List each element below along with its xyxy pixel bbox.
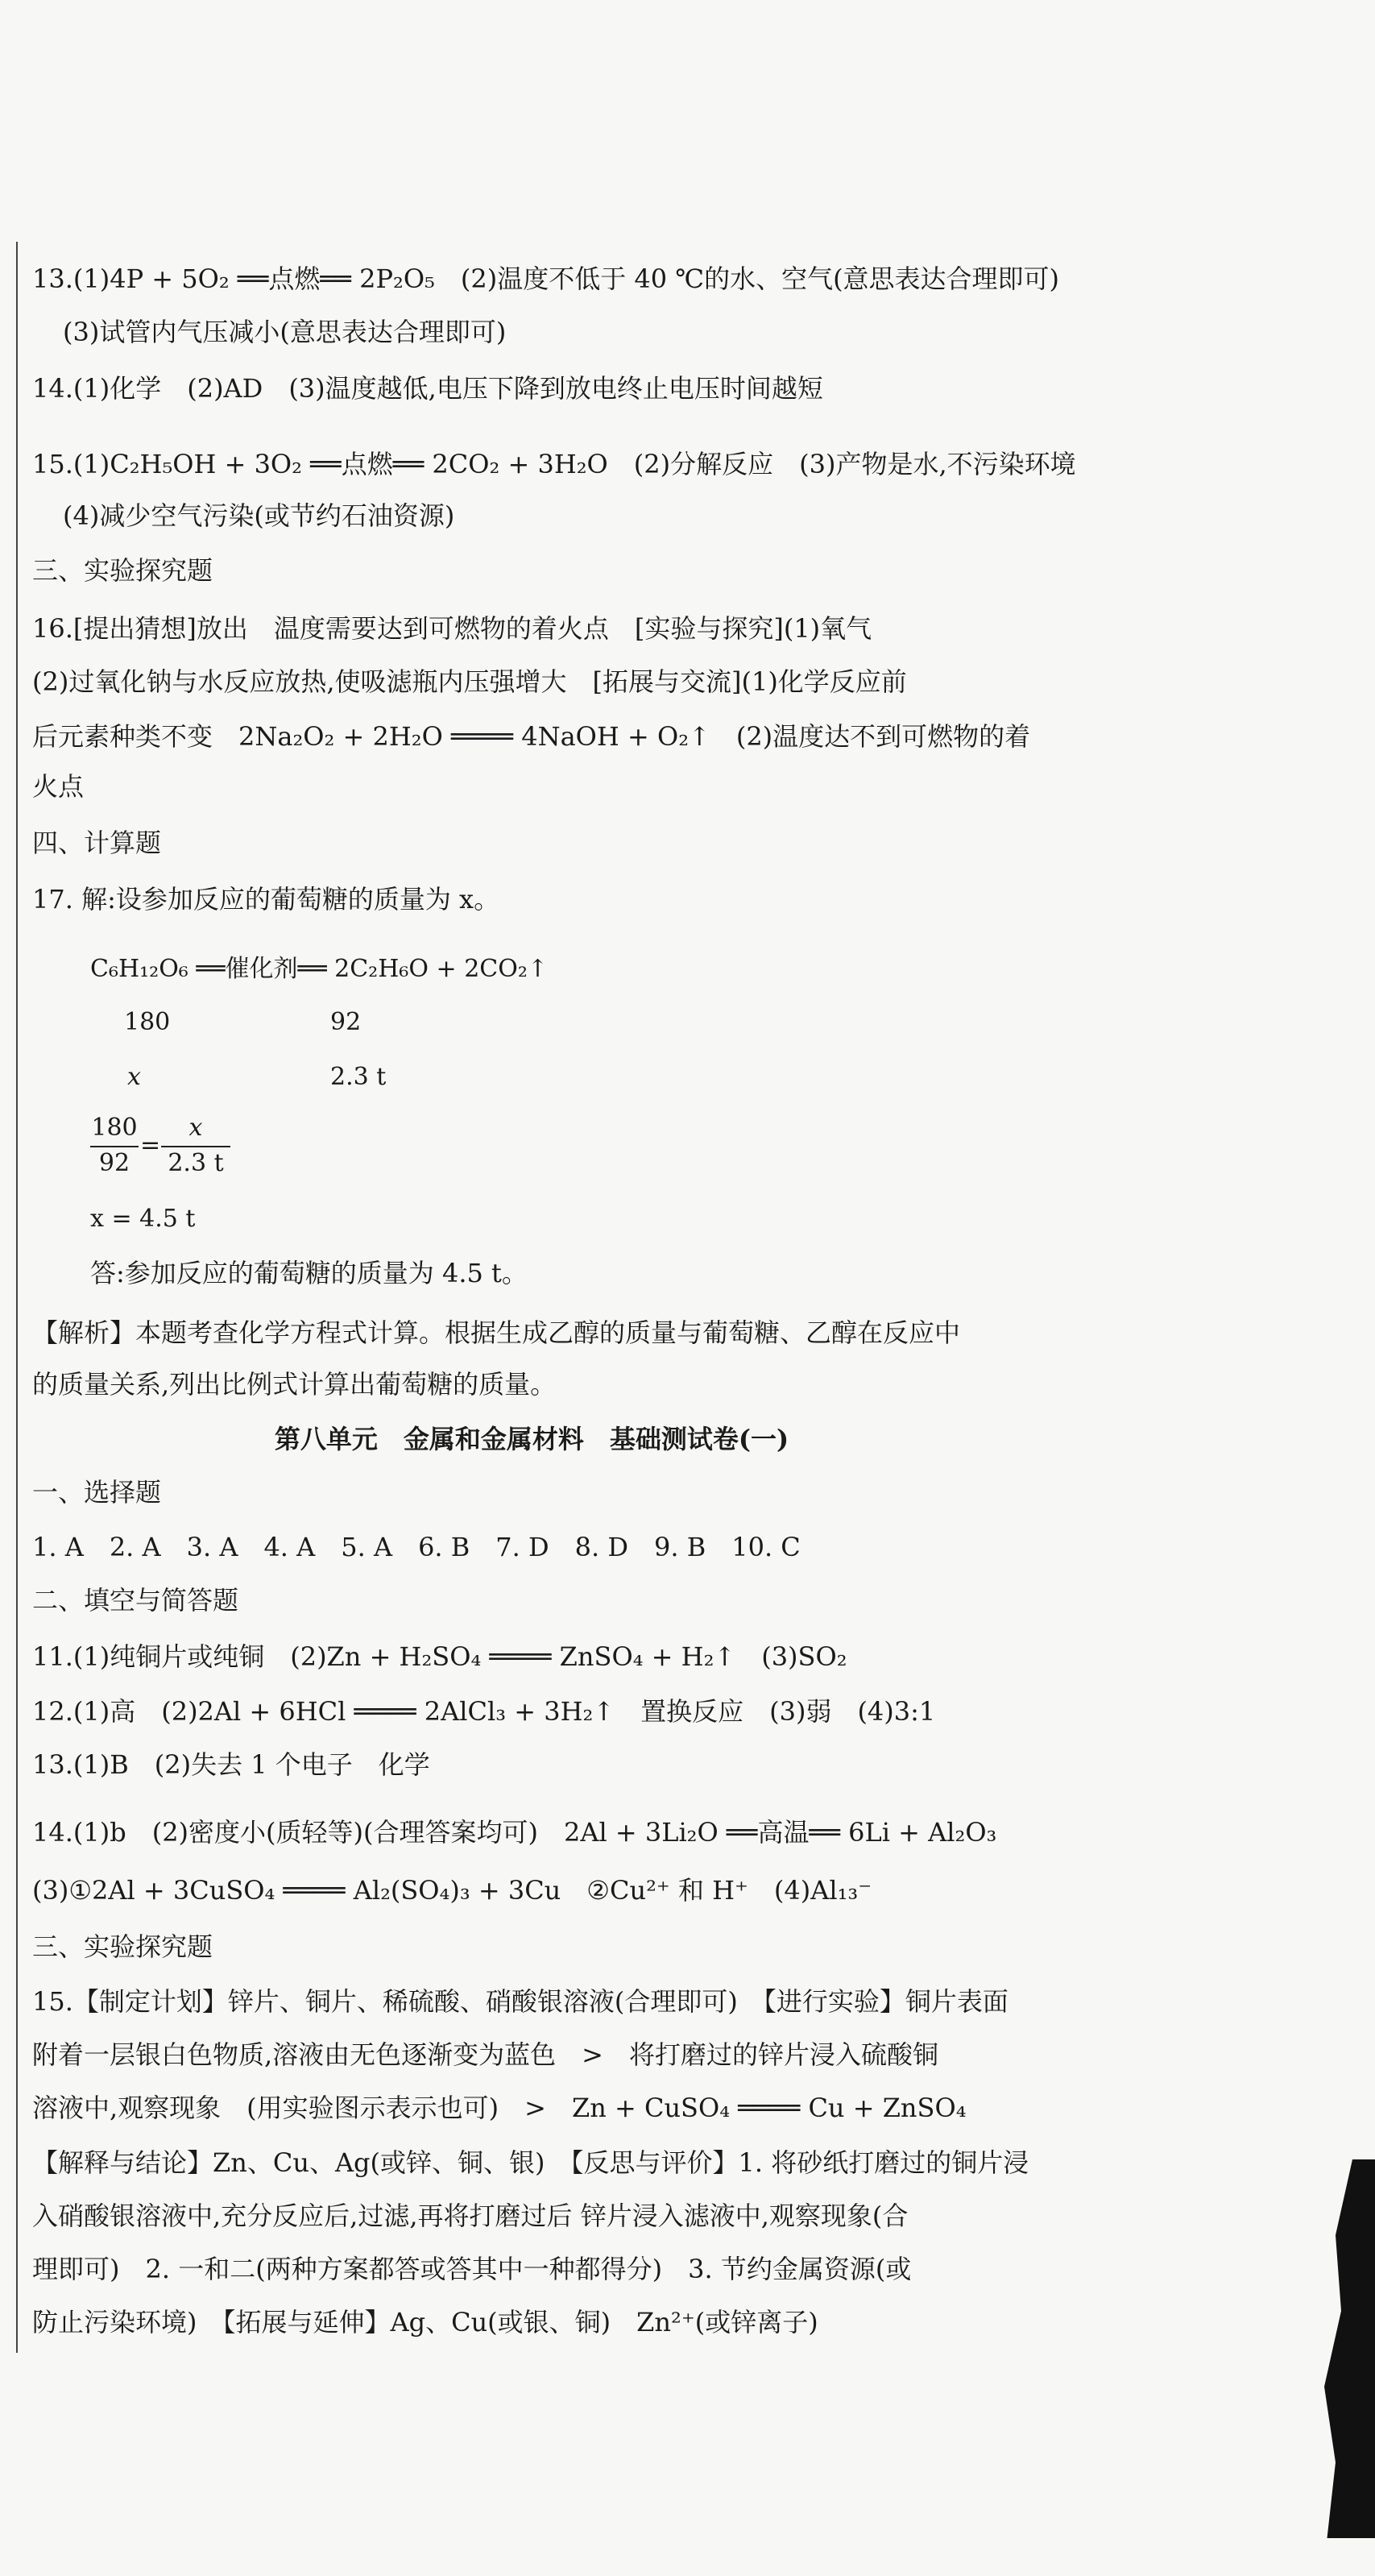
answer-12: 12.(1)高 (2)2Al + 6HCl ════ 2AlCl₃ + 3H₂↑ 置换反应 (3)弱 (4)3:1 [32,1696,936,1727]
section-experiment-2: 三、实验探究题 [32,1931,213,1962]
answer-16-line2: (2)过氧化钠与水反应放热,使吸滤瓶内压强增大 [拓展与交流](1)化学反应前 [32,666,907,697]
frac2-bar [161,1146,230,1147]
answer-15b-line7: 防止污染环境) 【拓展与延伸】Ag、Cu(或银、铜) Zn²⁺(或锌离子) [32,2307,818,2337]
answer-15-line1: 15.(1)C₂H₅OH + 3O₂ ══点燃══ 2CO₂ + 3H₂O (2)分解反应 (3)产物是水,不污染环境 [32,449,1076,479]
section-fill: 二、填空与简答题 [32,1585,239,1616]
frac1-bar [90,1146,139,1147]
calc-unknown-right: 2.3 t [330,1063,387,1091]
calc-mass-right: 92 [330,1008,362,1036]
answer-15b-line1: 15.【制定计划】锌片、铜片、稀硫酸、硝酸银溶液(合理即可) 【进行实验】铜片表面 [32,1986,1008,2017]
frac-equals: = [140,1131,161,1159]
calc-unknown-left: x [127,1063,141,1091]
answer-13-line2: (3)试管内气压减小(意思表达合理即可) [63,317,507,347]
answer-16-line3: 后元素种类不变 2Na₂O₂ + 2H₂O ════ 4NaOH + O₂↑ (2)温度达不到可燃物的着 [32,721,1031,752]
margin-rule [16,242,18,2353]
answer-15b-line4: 【解释与结论】Zn、Cu、Ag(或锌、铜、银) 【反思与评价】1. 将砂纸打磨过的铜片浸 [32,2147,1029,2178]
answer-11: 11.(1)纯铜片或纯铜 (2)Zn + H₂SO₄ ════ ZnSO₄ + H₂↑ (3)SO₂ [32,1641,847,1672]
section-experiment: 三、实验探究题 [32,555,213,586]
answer-17-conclusion: 答:参加反应的葡萄糖的质量为 4.5 t。 [90,1258,528,1288]
analysis-line2: 的质量关系,列出比例式计算出葡萄糖的质量。 [32,1369,557,1400]
calc-equation: C₆H₁₂O₆ ══催化剂══ 2C₂H₆O + 2CO₂↑ [90,955,548,983]
answer-14b-line1: 14.(1)b (2)密度小(质轻等)(合理答案均可) 2Al + 3Li₂O ══高温══ 6Li + Al₂O₃ [32,1817,997,1848]
frac2-numerator: x [188,1114,203,1142]
calc-result: x = 4.5 t [90,1205,196,1233]
answer-17-intro: 17. 解:设参加反应的葡萄糖的质量为 x。 [32,884,500,915]
answer-13-line1: 13.(1)4P + 5O₂ ══点燃══ 2P₂O₅ (2)温度不低于 40 ℃的水、空气(意思表达合理即可) [32,263,1060,294]
frac1-numerator: 180 [91,1114,138,1142]
answer-16-line1: 16.[提出猜想]放出 温度需要达到可燃物的着火点 [实验与探究](1)氧气 [32,613,872,644]
calc-mass-left: 180 [124,1008,171,1036]
frac2-denominator: 2.3 t [168,1149,224,1177]
answer-15b-line5: 入硝酸银溶液中,充分反应后,过滤,再将打磨过后 锌片浸入滤液中,观察现象(合 [32,2201,909,2231]
answer-15b-line6: 理即可) 2. 一和二(两种方案都答或答其中一种都得分) 3. 节约金属资源(或 [32,2254,912,2284]
answer-16-line4: 火点 [32,771,85,802]
section-calculation: 四、计算题 [32,828,162,858]
scan-edge-shadow [1319,2159,1375,2538]
answer-13b: 13.(1)B (2)失去 1 个电子 化学 [32,1749,430,1780]
answer-14b-line2: (3)①2Al + 3CuSO₄ ════ Al₂(SO₄)₃ + 3Cu ②Cu²⁺ 和 H⁺ (4)Al₁₃⁻ [32,1875,872,1906]
answer-15b-line2: 附着一层银白色物质,溶液由无色逐渐变为蓝色 > 将打磨过的锌片浸入硫酸铜 [32,2039,938,2070]
section-choice: 一、选择题 [32,1477,162,1508]
answer-14: 14.(1)化学 (2)AD (3)温度越低,电压下降到放电终止电压时间越短 [32,373,823,404]
frac1-denominator: 92 [98,1149,130,1177]
answer-15b-line3: 溶液中,观察现象 (用实验图示表示也可) > Zn + CuSO₄ ════ Cu + ZnSO₄ [32,2093,967,2123]
section-heading: 第八单元 金属和金属材料 基础测试卷(一) [274,1424,789,1454]
analysis-line1: 【解析】本题考查化学方程式计算。根据生成乙醇的质量与葡萄糖、乙醇在反应中 [32,1317,961,1348]
choice-answers: 1. A 2. A 3. A 4. A 5. A 6. B 7. D 8. D 9. B 10. C [32,1532,801,1562]
answer-15-line2: (4)减少空气污染(或节约石油资源) [63,500,455,531]
